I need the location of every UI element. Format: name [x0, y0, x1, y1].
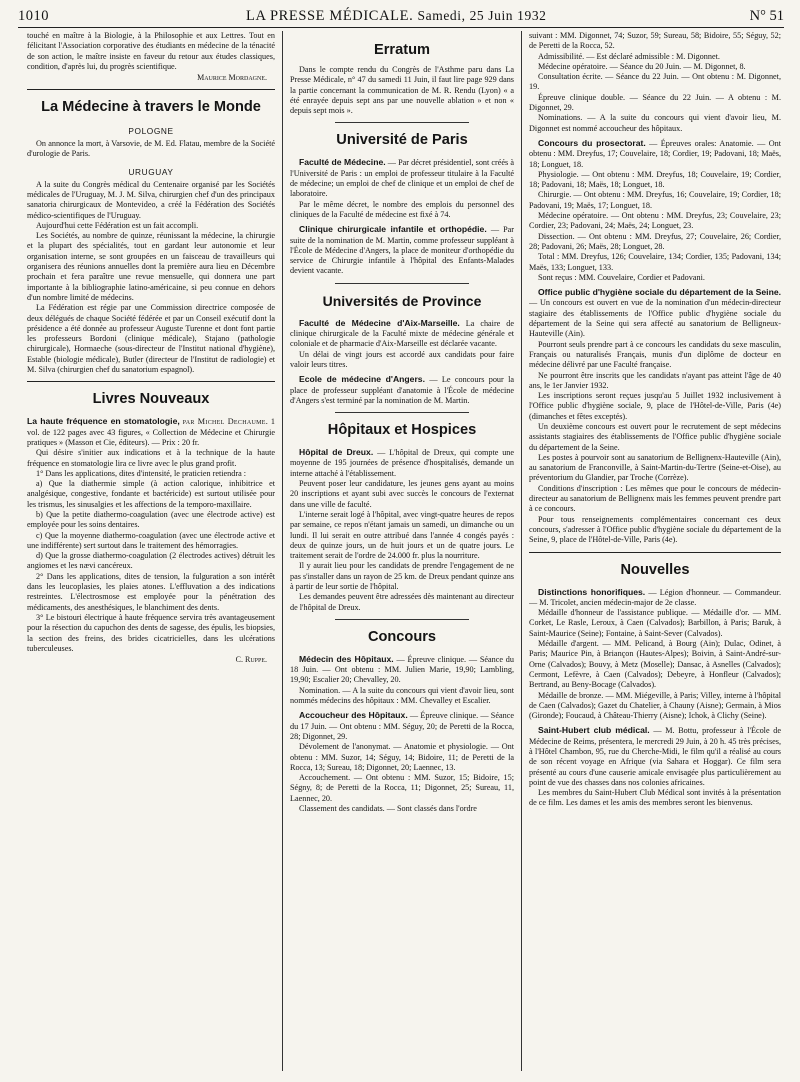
book-paragraph: 2° Dans les applications, dites de tension, la fulguration a son intérêt dans les leucoplasies, les plaies atones. L'effluvation a des indications restreintes. L'électrosmose est employée pour la pénétration des médicaments, des anesthésiques, le blanchiment des dents.	[27, 571, 275, 612]
item-heading: Hôpital de Dreux.	[299, 447, 374, 458]
erratum-paragraph: Dans le compte rendu du Congrès de l'Asthme paru dans La Presse Médicale, n° 47 du samedi 11 Juin, il faut lire page 929 dans la partie concernant la communication de M. R. Rendu (Lyon) « a été enrayée depuis sept ans par une nouvelle ablation » et non « depuis sept mois ».	[290, 65, 514, 116]
news-paragraph: Total : MM. Dreyfus, 126; Couvelaire, 134; Cordier, 135; Padovani, 134; Maës, 133; Longuet, 133.	[529, 252, 781, 272]
item-heading: Ecole de médecine d'Angers.	[299, 374, 425, 385]
news-paragraph: Physiologie. — Ont obtenu : MM. Dreyfus, 18; Couvelaire, 19; Cordier, 18; Padovani, 18; Maës, 18; Longuet, 18.	[529, 169, 781, 190]
uruguay-paragraph: A la suite du Congrès médical du Centenaire organisé par les Sociétés médicales de l'Uruguay, M. J. M. Silva, chirurgien chef d'un des principaux sanatoria chirurgicaux de Montevideo, a créé la Fédération des Sociétés médico-scientifiques de l'Uruguay.	[27, 179, 275, 220]
news-paragraph: Nominations. — A la suite du concours qui vient d'avoir lieu, M. Digonnet est nommé accoucheur des hôpitaux.	[529, 113, 781, 133]
news-paragraph: suivant : MM. Digonnet, 74; Suzor, 59; Sureau, 58; Bidoire, 55; Séguy, 52; de Peretti de la Rocca, 52.	[529, 31, 781, 51]
news-paragraph: Médecine opératoire. — Séance du 20 Juin. — M. Digonnet, 8.	[538, 61, 746, 71]
section-title-erratum: Erratum	[374, 42, 430, 58]
news-paragraph: Médaille d'honneur de l'assistance publique. — Médaille d'or. — MM. Corket, Le Rasle, Leroux, à Caen (Calvados); Barbillon, à Paris; Baruk, à Saint-Maurice (Seine); Fontaine, à Saint-Sever (Calvados).	[529, 608, 781, 638]
item-text: — M. Bottu, professeur à l'École de Médecine de Reims, présentera, le mercredi 29 Juin, à 20 h. 45 très précises, à l'Hôtel Chambon, 95, rue du Cherche-Midi, le film qu'il a réalisé au cours de son récent voyage en Afrique (via Sahara et Hoggar). Ce film sera présenté au cours d'une causerie amicale envisagée plus particulièrement au point de vue des chasses dans nos colonies africaines.	[529, 726, 781, 787]
journal-title-line	[246, 8, 547, 25]
uruguay-paragraph: Aujourd'hui cette Fédération est un fait accompli.	[36, 220, 199, 230]
item-text: — L'hôpital de Dreux, qui compte une moyenne de 195 journées de présence d'hospitalisés, demande un interne attaché à l'établissement.	[290, 448, 514, 478]
book-title: La haute fréquence en stomatologie,	[27, 416, 180, 427]
news-paragraph: Pour tous renseignements complémentaires concernant ces deux concours, s'adresser à l'Office public d'hygiène sociale du département de la Seine, 9, place de l'Hôtel-de-Ville, Paris (4e).	[529, 514, 781, 545]
country-heading-uruguay: URUGUAY	[128, 167, 174, 178]
item-text: — Épreuve clinique. — Séance du 17 Juin. — Ont obtenu : MM. Séguy, 20; de Peretti de la Rocca, 28; Digonnet, 29.	[290, 711, 514, 741]
news-paragraph: Dévolement de l'anonymat. — Anatomie et physiologie. — Ont obtenu : MM. Suzor, 14; Séguy, 14; Bidoire, 11; de Peretti de la Rocca, 13; Sureau, 18; Digonnet, 20; Laennec, 13.	[290, 742, 514, 772]
item-heading: Concours du prosectorat.	[538, 137, 646, 148]
news-paragraph: Dissection. — Ont obtenu : MM. Dreyfus, 27; Couvelaire, 26; Cordier, 28; Padovani, 26; Maës, 28; Longuet, 28.	[529, 231, 781, 251]
item-heading: Distinctions honorifiques.	[538, 586, 646, 597]
news-paragraph: Les inscriptions seront reçues jusqu'au 5 Juillet 1932 inclusivement à l'Office public d'hygiène sociale, 9, place de l'Hôtel-de-Ville, Paris (4e) (dimanches et fêtes exceptés).	[529, 391, 781, 421]
news-paragraph: Pourront seuls prendre part à ce concours les candidats du sexe masculin, Français ou naturalisés Français, munis d'un diplôme de docteur en médecine délivré par une Faculté française.	[529, 339, 781, 370]
section-title-hopitaux: Hôpitaux et Hospices	[327, 422, 477, 439]
uruguay-paragraph: La Fédération est régie par une Commission directrice composée de deux délégués de chaque Société fédérée et par un Conseil exécutif dont la présidence a été donnée au professeur Auguste Turenne et dont font partie les professeurs Bordoni (clinique médicale), Stajano (pathologie chirurgicale), Hormaeche (sous-directeur de l'Institut national d'hygiène), Estable (biologie médicale), Butler (directeur de l'Institut de radiologie) et M. Silva (chirurgien chef du sanatorium espagnol).	[27, 303, 275, 375]
book-paragraph: d) Que la grosse diathermo-coagulation (2 électrodes actives) détruit les angiomes et les nævi cancéreux.	[27, 551, 275, 571]
item-heading: Saint-Hubert club médical.	[538, 725, 650, 736]
item-text: — Le concours pour la place de professeur suppléant d'anatomie à l'École de médecine d'Angers s'est terminé par la nomination de M. Martin.	[290, 375, 514, 405]
news-paragraph: Accouchement. — Ont obtenu : MM. Suzor, 15; Bidoire, 15; Ségny, 8; de Peretti de la Rocca, 11; Digonnet, 25; Sureau, 11, Laennec, 20.	[290, 773, 514, 803]
news-paragraph: Admissibilité. — Est déclaré admissible : M. Digonnet.	[538, 51, 720, 61]
news-item	[529, 725, 781, 788]
news-paragraph: Épreuve clinique double. — Séance du 22 Juin. — A obtenu : M. Digonnet, 29.	[529, 92, 781, 113]
news-paragraph: Conditions d'inscription : Les mêmes que pour le concours de médecin-directeur au sanatorium de Bellignenx mais les femmes peuvent prendre part à ce concours.	[529, 483, 781, 514]
page-header	[18, 8, 784, 28]
issue-date: Samedi, 25 Juin 1932	[417, 8, 547, 23]
news-paragraph: Peuvent poser leur candidature, les jeunes gens ayant au moins 20 inscriptions et ayant subi avec succès le concours de l'externat dans une ville de faculté.	[290, 479, 514, 509]
book-entry	[27, 416, 275, 448]
item-text: — Épreuve clinique. — Séance du 18 Juin. — Ont obtenu : MM. Julien Marie, 19,90; Lambling, 19,90; Escalier 20; Chevalley, 20.	[290, 654, 514, 685]
item-text: La chaire de clinique chirurgicale de la Faculté mixte de médecine générale et coloniale et de pharmacie d'Aix-Marseille est déclarée vacante.	[290, 318, 514, 349]
news-item	[290, 318, 514, 350]
book-paragraph: b) Que la petite diathermo-coagulation (avec une électrode active) est employée pour les soins dentaires.	[27, 509, 275, 530]
book-author: par Michel Dechaume.	[182, 417, 269, 427]
column-middle	[290, 31, 514, 1077]
news-paragraph: Médaille d'argent. — MM. Pelicand, à Bourg (Ain); Dulac, Odinet, à Paris; Maurice Pin, à Briançon (Hautes-Alpes); Boivin, à Saint-André-sur-Orne (Calvados); Bouvy, à Metz (Moselle); Dansac, à Asnelles (Calvados); Cermont, Lefèvre, à Caen (Calvados); Debeyre, à Honfleur (Calvados); Bertrand, au Beny-Bocage (Calvados).	[529, 639, 781, 690]
journal-title: LA PRESSE MÉDICALE.	[246, 8, 414, 24]
book-paragraph: 1° Dans les applications, dites d'intensité, le praticien retiendra :	[36, 468, 247, 478]
column-divider-2	[521, 31, 522, 1071]
news-item	[290, 654, 514, 686]
news-item	[290, 224, 514, 276]
news-paragraph: Les postes à pourvoir sont au sanatorium de Bellignenx-Hauteville (Ain), au sanatorium de Franconville, à Saint-Martin-du-Tertre (Seine-et-Oise), au préventorium du Glandier, par Troche (Corrèze).	[529, 452, 781, 483]
uruguay-paragraph: Les Sociétés, au nombre de quinze, réunissant la médecine, la chirurgie et la plupart des spécialités, tout en gardant leur autonomie et leur organisation interne, se sont groupées en un faisceau de travailleurs qui organisera des réunions annuelles dont la première aura lieu en Décembre prochain et fera paraître une revue mensuelle, qui donnera une part importante à la bibliographie latino-américaine, si peu connue en dehors d'un nombre limité de médecins.	[27, 231, 275, 302]
header-rule	[18, 27, 784, 28]
section-title-concours: Concours	[367, 628, 437, 645]
book-paragraph: Qui désire s'initier aux indications et à la technique de la haute fréquence en stomatologie lira ce livre avec le plus grand profit.	[27, 448, 275, 468]
news-paragraph: Un délai de vingt jours est accordé aux candidats pour faire valoir leurs titres.	[290, 349, 514, 369]
page-number: 1010	[18, 8, 49, 24]
news-paragraph: Classement des candidats. — Sont classés dans l'ordre	[299, 804, 477, 814]
country-heading-pologne: POLOGNE	[128, 126, 174, 137]
section-title-monde: La Médecine à travers le Monde	[41, 99, 261, 116]
section-title-paris: Université de Paris	[336, 132, 468, 149]
news-item	[529, 287, 781, 339]
item-text: — Légion d'honneur. — Commandeur. — M. Tricolet, ancien médecin-major de 2e classe.	[529, 587, 781, 607]
news-item	[290, 374, 514, 406]
item-text: — Un concours est ouvert en vue de la nomination d'un médecin-directeur stagiaire des établissements de l'Office public d'hygiène sociale du département de la Seine qui sera affecté au sanatorium de Belligneux-Hauteville (Ain).	[529, 298, 781, 339]
section-title-province: Universités de Province	[322, 292, 482, 309]
item-text: — Par décret présidentiel, sont créés à l'Université de Paris : un emploi de professeur titulaire à la Faculté de médecine; un emploi de chef de clinique et un emploi de chef de laboratoire.	[290, 158, 514, 199]
news-item	[529, 138, 781, 170]
intro-paragraph: touché en maître à la Biologie, à la Philosophie et aux Lettres. Tout en félicitant l'Association corporative des étudiants en médecine de la ténacité de son action, le maître insiste en faveur du retour aux études classiques, condition, d'après lui, du progrès scientifique.	[27, 31, 275, 71]
news-paragraph: Nomination. — A la suite du concours qui vient d'avoir lieu, sont nommés médecins des hôpitaux : MM. Chevalley et Escalier.	[290, 685, 514, 706]
news-paragraph: Ne pourront être inscrits que les candidats n'ayant pas atteint l'âge de 40 ans, le 1er Janvier 1932.	[529, 370, 781, 390]
column-right	[529, 31, 781, 1077]
book-details: 1 vol. de 122 pages avec 43 figures, « Collection de Médecine et Chirurgie pratiques » (Masson et Cie, éditeurs). — Prix : 20 fr.	[27, 417, 275, 447]
column-divider-1	[282, 31, 283, 1071]
item-heading: Clinique chirurgicale infantile et orthopédie.	[299, 224, 487, 235]
news-item	[290, 447, 514, 479]
news-paragraph: Médecine opératoire. — Ont obtenu : MM. Dreyfus, 23; Couvelaire, 23; Cordier, 23; Padovani, 24; Maës, 24; Longuet, 23.	[529, 211, 781, 231]
book-paragraph: c) Que la moyenne diathermo-coagulation (avec une électrode active et une indifférente) sert surtout dans le traitement des hémorragies.	[27, 530, 275, 550]
news-item	[290, 157, 514, 199]
news-paragraph: Chirurgie. — Ont obtenu : MM. Dreyfus, 16; Couvelaire, 19; Cordier, 18; Padovani, 19; Maës, 17; Longuet, 18.	[529, 190, 781, 210]
news-paragraph: Il y aurait lieu pour les candidats de prendre l'engagement de ne pas s'installer dans un rayon de 25 km. de Dreux pendant quinze ans à partir de leur sortie de l'hôpital.	[290, 561, 514, 591]
item-text: — Par suite de la nomination de M. Martin, comme professeur suppléant à l'École de Médecine d'Angers, la place de moniteur d'orthopédie du service de Chirurgie infantile à l'hôpital des Enfants-Malades devient vacante.	[290, 225, 514, 276]
column-left	[27, 31, 275, 1077]
news-paragraph: Par le même décret, le nombre des emplois du personnel des cliniques de la Faculté de médecine est fixé à 74.	[290, 199, 514, 219]
news-item	[529, 587, 781, 609]
item-text: — Épreuves orales: Anatomie. — Ont obtenu : MM. Dreyfus, 17; Couvelaire, 18; Cordier, 19; Padovani, 18; Maës, 18; Longuet, 18.	[529, 138, 781, 169]
news-paragraph: Un deuxième concours est ouvert pour le recrutement de sept médecins assistants stagiaires des établissements de l'Office public d'hygiène sociale du département de la Seine.	[529, 421, 781, 452]
item-heading: Office public d'hygiène sociale du département de la Seine.	[538, 287, 781, 298]
book-paragraph: 3° Le bistouri électrique à haute fréquence servira très avantageusement pour la résection du capuchon des dents de sagesse, des épulis, les biopsies, la section des freins, des brides cicatricielles, dans les ulcérations tuberculeuses.	[27, 612, 275, 653]
pologne-paragraph: On annonce la mort, à Varsovie, de M. Ed. Flatau, membre de la Société d'urologie de Paris.	[27, 138, 275, 159]
book-paragraph: a) Que la diathermie simple (à action calorique, inhibitrice et analgésique, congestive, fondante et bactéricide) est surtout utilisée pour les trismus, les sinusalgies et les affections de la temporo-maxillaire.	[27, 479, 275, 509]
section-title-livres: Livres Nouveaux	[92, 391, 210, 408]
news-paragraph: Les membres du Saint-Hubert Club Médical sont invités à la présentation de ce film. Les dames et les amis des membres seront les bienvenus.	[529, 788, 781, 808]
news-paragraph: Médaille de bronze. — MM. Miégeville, à Paris; Villey, interne à l'hôpital de Caen (Calvados); Gazet du Chatelier, à Chauny (Aisne); Germain, à Mios (Gironde); Foucaud, à Château-Thierry (Aisne); Ichok, à Clichy (Seine).	[529, 690, 781, 721]
signature: Maurice Mordagne.	[197, 73, 267, 83]
item-heading: Médecin des Hôpitaux.	[299, 653, 394, 664]
signature: C. Ruppe.	[235, 655, 267, 665]
news-paragraph: Consultation écrite. — Séance du 22 Juin. — Ont obtenu : M. Digonnet, 19.	[529, 72, 781, 92]
news-paragraph: L'interne serait logé à l'hôpital, avec vingt-quatre heures de repos par semaine, ce repos n'étant jamais un samedi, un dimanche ou un lundi. Il lui serait en outre attribué dans l'année 4 congés payés : deux de quinze jours, un de huit jours et un de quatre jours. Le traitement serait de l'ordre de 24.000 fr. plus la nourriture.	[290, 509, 514, 561]
news-paragraph: Les demandes peuvent être adressées dès maintenant au directeur de l'hôpital de Dreux.	[290, 592, 514, 612]
news-paragraph: Sont reçus : MM. Couvelaire, Cordier et Padovani.	[538, 272, 705, 282]
item-heading: Accoucheur des Hôpitaux.	[299, 710, 408, 721]
section-title-nouvelles: Nouvelles	[620, 561, 690, 578]
issue-number: N° 51	[749, 8, 784, 24]
item-heading: Faculté de Médecine d'Aix-Marseille.	[299, 317, 460, 328]
item-heading: Faculté de Médecine.	[299, 157, 386, 168]
news-item	[290, 710, 514, 742]
